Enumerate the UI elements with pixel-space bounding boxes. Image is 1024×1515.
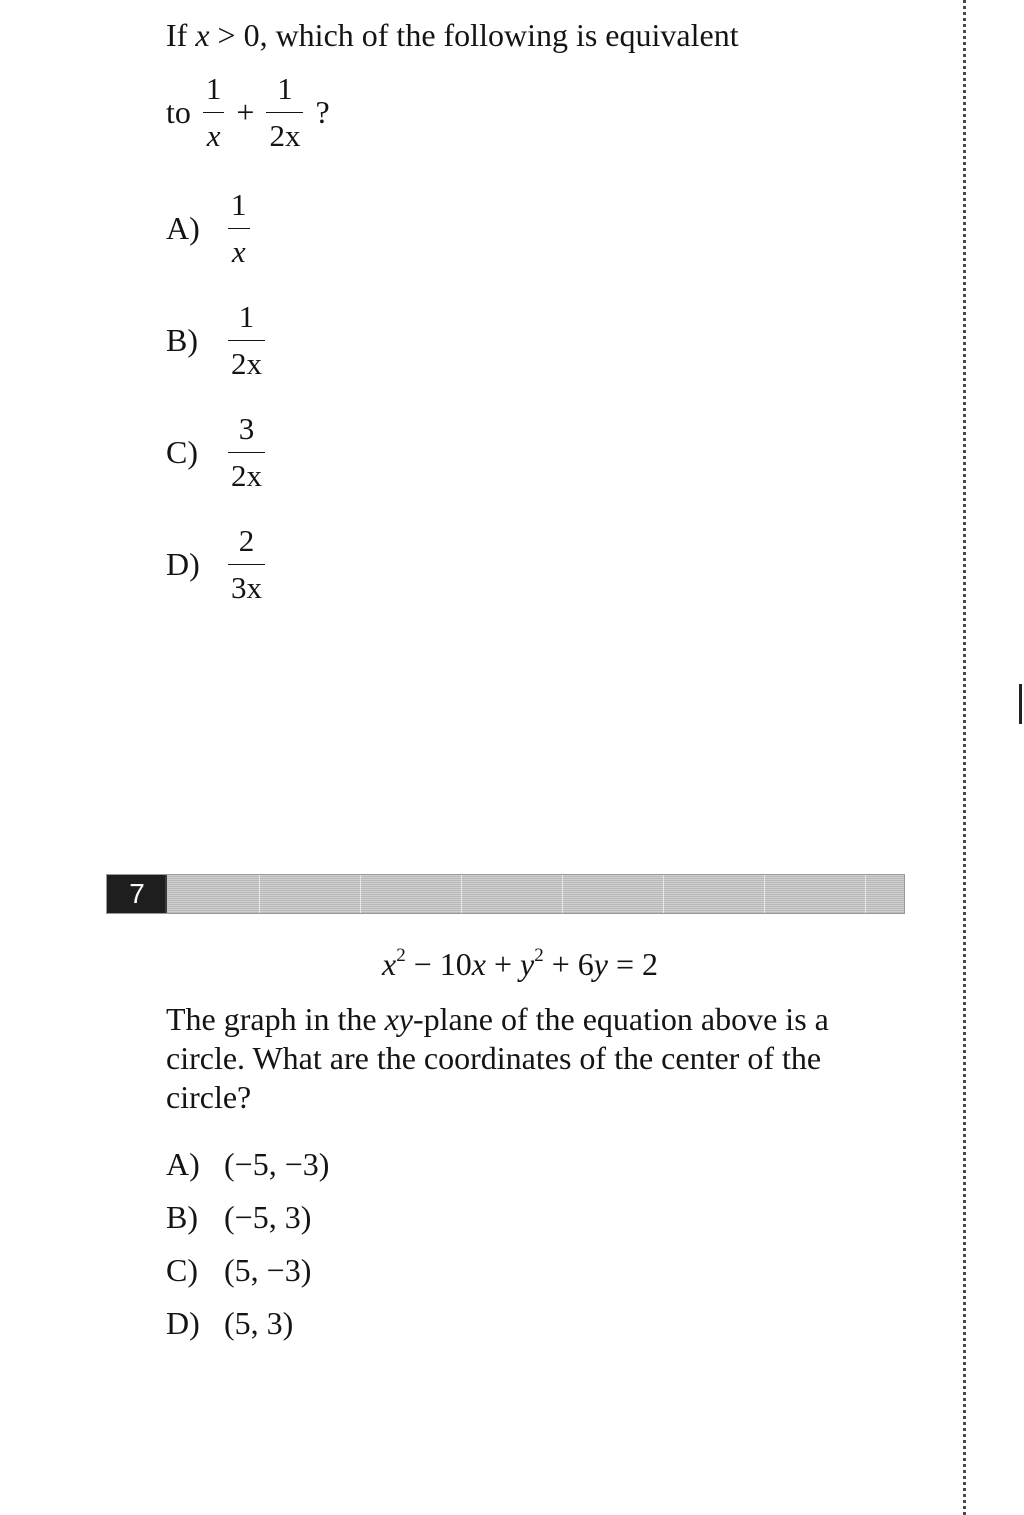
q2-choice-c[interactable] [166,1251,311,1289]
choice-denominator: 2x [231,458,262,493]
choice-letter: A) [166,210,200,246]
question-number-badge: 7 [107,875,167,913]
stem-text: The graph in the [166,1001,385,1037]
bar-divider [764,875,765,913]
eq-exponent: 2 [396,945,406,966]
fraction-term1 [203,72,225,153]
choice-letter: C) [166,434,198,470]
choice-value: (5, 3) [224,1305,294,1341]
choice-letter: B) [166,322,198,358]
plus-sign: + [236,94,255,130]
q2-choice-b[interactable] [166,1198,311,1236]
eq-y: y [520,946,535,982]
question1-stem-line1 [166,16,739,54]
choice-denominator: 3x [231,570,262,605]
bar-divider [865,875,866,913]
choice-fraction [228,524,265,605]
fraction-term2 [266,72,303,153]
choice-letter: D) [166,1305,200,1341]
bar-divider [259,875,260,913]
choice-numerator: 1 [228,188,250,229]
eq-equals: = 2 [607,946,658,982]
page-margin-rule [963,0,966,1515]
term1-denominator: x [206,118,221,153]
question2-stem [166,1000,906,1117]
choice-numerator: 3 [228,412,265,453]
eq-x: x [471,946,486,982]
q1-choice-b[interactable] [166,300,269,381]
page-edge-mark [1019,684,1022,724]
choice-value: (−5, −3) [224,1146,330,1182]
bar-divider [562,875,563,913]
term2-numerator: 1 [266,72,303,113]
eq-plus: + [485,946,520,982]
question-mark: ? [315,94,330,130]
q1-choice-d[interactable] [166,524,269,605]
stem-text: -plane of the equation above is a circle. What are the coordinates of the center of the circle? [166,1001,829,1115]
choice-letter: A) [166,1146,200,1182]
choice-denominator: x [231,234,246,269]
q1-choice-a[interactable] [166,188,254,269]
bar-divider [461,875,462,913]
choice-letter: C) [166,1252,198,1288]
choice-denominator: 2x [231,346,262,381]
eq-exponent: 2 [534,945,544,966]
question1-stem-line2 [166,72,330,153]
bar-divider [663,875,664,913]
stem-to: to [166,94,191,130]
eq-term: + 6 [543,946,594,982]
bar-divider [360,875,361,913]
stem-rest: > 0, which of the following is equivalent [217,17,739,53]
q2-choice-a[interactable] [166,1145,329,1183]
circle-equation [382,945,658,983]
eq-y: y [593,946,608,982]
choice-value: (5, −3) [224,1252,312,1288]
choice-fraction [228,412,265,493]
q1-choice-c[interactable] [166,412,269,493]
choice-letter: B) [166,1199,198,1235]
stem-variable: xy [384,1001,413,1037]
choice-numerator: 1 [228,300,265,341]
stem-variable: x [195,17,210,53]
eq-term: − 10 [405,946,472,982]
term2-denominator: 2x [269,118,301,153]
choice-numerator: 2 [228,524,265,565]
choice-letter: D) [166,546,200,582]
choice-fraction [228,300,265,381]
stem-prefix: If [166,17,188,53]
term1-numerator: 1 [203,72,225,113]
choice-value: (−5, 3) [224,1199,312,1235]
choice-fraction [228,188,250,269]
question-header-bar [106,874,905,914]
eq-x: x [382,946,397,982]
q2-choice-d[interactable] [166,1304,293,1342]
